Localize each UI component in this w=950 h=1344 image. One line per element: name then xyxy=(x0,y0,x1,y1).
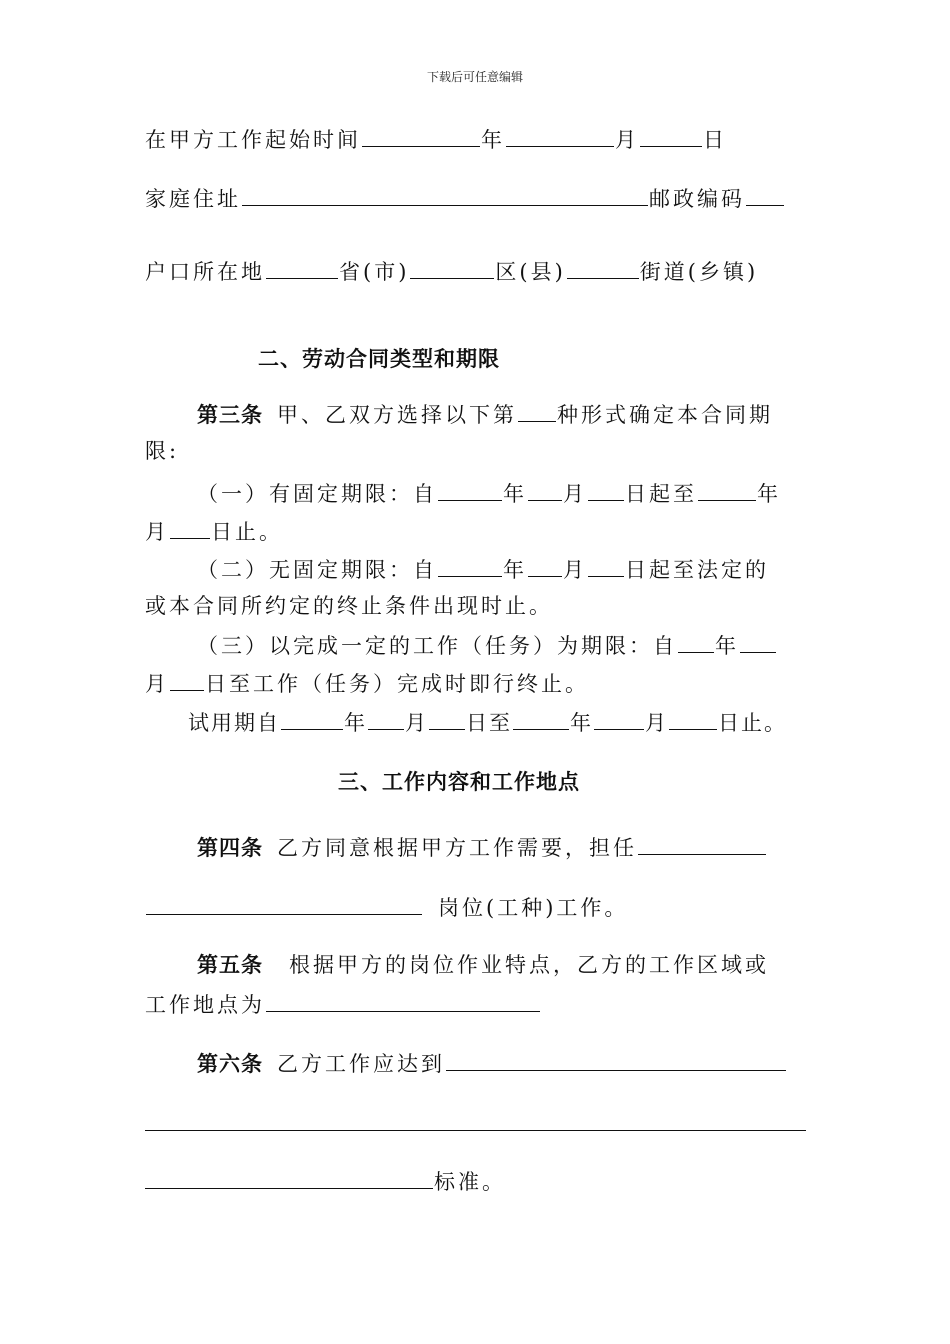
article5-head: 第五条 xyxy=(197,953,263,977)
probation-month-blank[interactable] xyxy=(368,711,404,730)
probation-end-month-blank[interactable] xyxy=(594,711,644,730)
opt2-day-blank[interactable] xyxy=(588,558,624,577)
postcode-label: 邮政编码 xyxy=(649,187,745,211)
opt1-end-year-blank[interactable] xyxy=(698,482,756,501)
month-text: 月 xyxy=(563,482,587,506)
probation-line xyxy=(188,711,787,734)
probation-day-blank[interactable] xyxy=(429,711,465,730)
article4-text2: 岗位(工种)工作。 xyxy=(438,896,629,920)
district-blank[interactable] xyxy=(410,260,494,279)
probation-text2: 日至 xyxy=(466,711,512,735)
year-text: 年 xyxy=(570,711,593,735)
option1-line2 xyxy=(145,520,283,543)
probation-end-year-blank[interactable] xyxy=(513,711,569,730)
year-text: 年 xyxy=(757,482,781,506)
standard-blank[interactable] xyxy=(446,1052,786,1071)
option1-line1 xyxy=(197,482,781,505)
address-line xyxy=(145,187,785,210)
month-text: 月 xyxy=(645,711,668,735)
start-month-blank[interactable] xyxy=(506,128,614,147)
option2-line1 xyxy=(197,558,769,581)
opt1-year-blank[interactable] xyxy=(438,482,502,501)
option3-text: （三）以完成一定的工作（任务）为期限：自 xyxy=(197,634,677,658)
probation-end-day-blank[interactable] xyxy=(669,711,717,730)
month-text: 月 xyxy=(405,711,428,735)
position-blank[interactable] xyxy=(638,836,766,855)
year-text: 年 xyxy=(503,558,527,582)
article3-text2: 种形式确定本合同期 xyxy=(557,403,773,427)
option1-text: （一）有固定期限：自 xyxy=(197,482,437,506)
article4-line1 xyxy=(197,836,767,859)
start-time-line xyxy=(145,128,727,151)
option3-line1 xyxy=(197,634,777,657)
month-text: 月 xyxy=(145,672,169,696)
opt3-month-blank[interactable] xyxy=(740,634,776,653)
option1-text2: 日起至 xyxy=(625,482,697,506)
article4-text1: 乙方同意根据甲方工作需要，担任 xyxy=(277,836,637,860)
article5-line2 xyxy=(145,993,541,1016)
article4-line2 xyxy=(145,896,628,919)
start-year-blank[interactable] xyxy=(362,128,480,147)
article3-line2: 限: xyxy=(145,439,180,463)
month-text: 月 xyxy=(563,558,587,582)
article6-text2: 标准。 xyxy=(434,1170,506,1194)
article6-line3 xyxy=(145,1170,506,1193)
option2-text2: 日起至法定的 xyxy=(625,558,769,582)
probation-year-blank[interactable] xyxy=(281,711,343,730)
article5-text1: 根据甲方的岗位作业特点，乙方的工作区域或 xyxy=(289,953,769,977)
address-label: 家庭住址 xyxy=(145,187,241,211)
option2-line2: 或本合同所约定的终止条件出现时止。 xyxy=(145,594,553,618)
start-time-label: 在甲方工作起始时间 xyxy=(145,128,361,152)
opt1-end-day-blank[interactable] xyxy=(170,520,210,539)
street-blank[interactable] xyxy=(567,260,639,279)
street-text: 街道(乡镇) xyxy=(639,260,759,284)
opt2-month-blank[interactable] xyxy=(528,558,562,577)
year-text: 年 xyxy=(503,482,527,506)
province-blank[interactable] xyxy=(266,260,338,279)
year-text: 年 xyxy=(715,634,739,658)
province-text: 省(市) xyxy=(339,260,410,284)
opt2-year-blank[interactable] xyxy=(438,558,502,577)
article6-line1 xyxy=(197,1052,787,1075)
probation-text: 试用期自 xyxy=(188,711,280,735)
postcode-blank[interactable] xyxy=(746,187,784,206)
day-text: 日 xyxy=(703,128,727,152)
year-text: 年 xyxy=(481,128,505,152)
opt1-day-blank[interactable] xyxy=(588,482,624,501)
hukou-label: 户口所在地 xyxy=(145,260,265,284)
opt3-year-blank[interactable] xyxy=(678,634,714,653)
contract-form-blank[interactable] xyxy=(518,403,556,422)
option3-text2: 日至工作（任务）完成时即行终止。 xyxy=(205,672,589,696)
district-text: 区(县) xyxy=(495,260,566,284)
standard-blank-line2[interactable] xyxy=(145,1130,806,1131)
section2-title: 二、劳动合同类型和期限 xyxy=(258,347,500,371)
standard-blank-line3[interactable] xyxy=(145,1170,433,1189)
month-text: 月 xyxy=(145,520,169,544)
probation-text3: 日止。 xyxy=(718,711,787,735)
start-day-blank[interactable] xyxy=(640,128,702,147)
article5-line1 xyxy=(197,955,769,976)
month-text: 月 xyxy=(615,128,639,152)
article6-head: 第六条 xyxy=(197,1052,263,1076)
article3-line1 xyxy=(197,403,773,426)
option1-text3: 日止。 xyxy=(211,520,283,544)
article3-text1: 甲、乙双方选择以下第 xyxy=(277,403,517,427)
article4-head: 第四条 xyxy=(197,836,263,860)
position-blank-cont[interactable] xyxy=(146,896,422,915)
workplace-blank[interactable] xyxy=(266,993,540,1012)
hukou-line xyxy=(145,260,758,283)
option3-line2 xyxy=(145,672,589,695)
article6-text1: 乙方工作应达到 xyxy=(277,1052,445,1076)
opt3-day-blank[interactable] xyxy=(170,672,204,691)
address-blank[interactable] xyxy=(242,187,648,206)
section3-title: 三、工作内容和工作地点 xyxy=(338,770,580,794)
article5-text2: 工作地点为 xyxy=(145,993,265,1017)
article3-head: 第三条 xyxy=(197,403,263,427)
opt1-month-blank[interactable] xyxy=(528,482,562,501)
option2-text: （二）无固定期限：自 xyxy=(197,558,437,582)
page-header-note: 下载后可任意编辑 xyxy=(426,70,523,84)
year-text: 年 xyxy=(344,711,367,735)
